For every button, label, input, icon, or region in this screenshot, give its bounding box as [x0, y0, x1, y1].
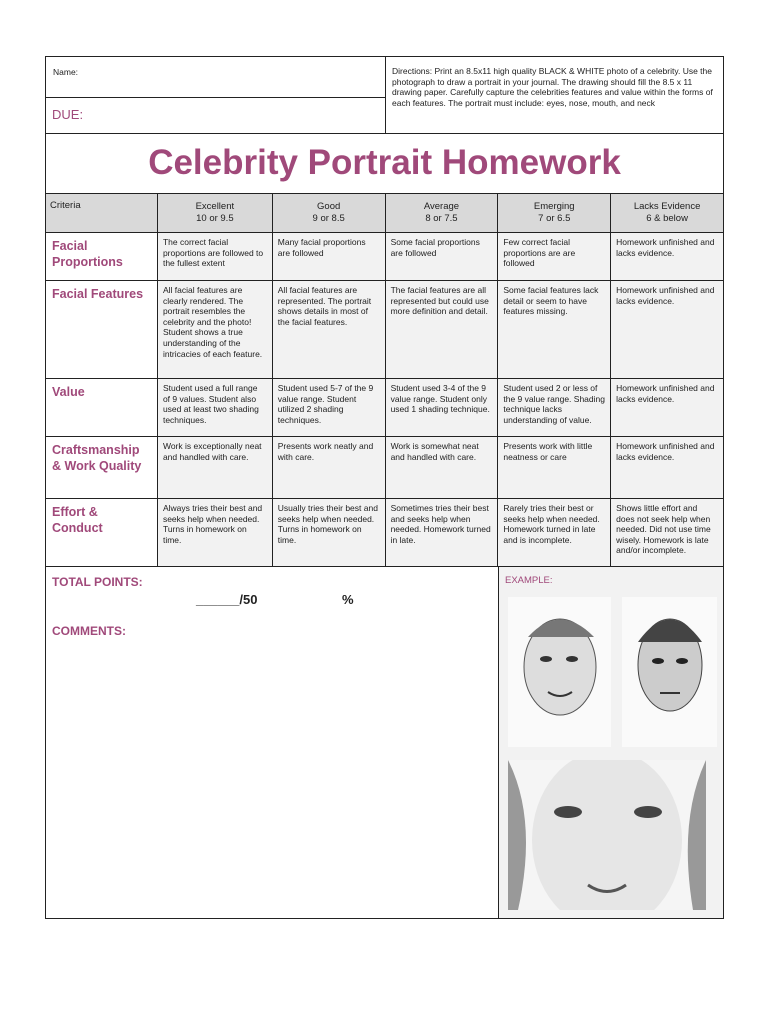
rubric-cell: Shows little effort and does not seek help when needed. Did not use time wisely. Homework is late and/or incomplete.: [611, 499, 724, 567]
rubric-cell: All facial features are represented. The portrait shows details in most of the facial features.: [272, 281, 385, 379]
rubric-cell: Rarely tries their best or seeks help when needed. Homework turned in late and is incomplete.: [498, 499, 611, 567]
rubric-cell: Homework unfinished and lacks evidence.: [611, 281, 724, 379]
table-row: [46, 499, 724, 567]
col-header-good: Good 9 or 8.5: [272, 194, 385, 233]
rubric-cell: The correct facial proportions are followed to the fullest extent: [157, 233, 272, 281]
col-header-emerging: Emerging 7 or 6.5: [498, 194, 611, 233]
criterion-label: Facial Features: [46, 281, 158, 379]
rubric-cell: Student used 2 or less of the 9 value range. Shading technique lacks understanding of value.: [498, 379, 611, 437]
rubric-cell: Usually tries their best and seeks help when needed. Turns in homework on time.: [272, 499, 385, 567]
table-row: [46, 437, 724, 499]
criterion-label: Craftsmanship & Work Quality: [46, 437, 158, 499]
rubric-table: [45, 193, 724, 567]
table-row: [46, 233, 724, 281]
col-header-average: Average 8 or 7.5: [385, 194, 498, 233]
comments-label: COMMENTS:: [52, 624, 126, 638]
rubric-cell: Homework unfinished and lacks evidence.: [611, 379, 724, 437]
rubric-cell: Presents work with little neatness or care: [498, 437, 611, 499]
rubric-cell: Student used 3-4 of the 9 value range. Student only used 1 shading technique.: [385, 379, 498, 437]
rubric-cell: Student used 5-7 of the 9 value range. Student utilized 2 shading techniques.: [272, 379, 385, 437]
col-header-excellent: Excellent 10 or 9.5: [157, 194, 272, 233]
rubric-cell: Student used a full range of 9 values. Student also used at least two shading techniques.: [157, 379, 272, 437]
name-cell: [45, 56, 386, 98]
total-points-label: TOTAL POINTS:: [52, 575, 143, 589]
rubric-cell: All facial features are clearly rendered. The portrait resembles the celebrity and the photo! Student shows a true understanding of the intricacies of each feature.: [157, 281, 272, 379]
example-portrait-3: [508, 760, 706, 910]
example-portrait-1: [508, 597, 611, 747]
rubric-cell: Homework unfinished and lacks evidence.: [611, 233, 724, 281]
rubric-cell: Work is exceptionally neat and handled with care.: [157, 437, 272, 499]
rubric-header-row: [46, 194, 724, 233]
rubric-cell: Sometimes tries their best and seeks help when needed. Homework turned in late.: [385, 499, 498, 567]
page-title: Celebrity Portrait Homework: [148, 143, 621, 182]
example-label: EXAMPLE:: [505, 575, 553, 586]
rubric-cell: Homework unfinished and lacks evidence.: [611, 437, 724, 499]
title-cell: [45, 133, 724, 194]
due-cell: [45, 97, 386, 134]
example-portrait-2: [622, 597, 717, 747]
criterion-label: Effort & Conduct: [46, 499, 158, 567]
criterion-label: Value: [46, 379, 158, 437]
col-header-criteria: Criteria: [46, 194, 158, 233]
rubric-cell: Presents work neatly and with care.: [272, 437, 385, 499]
criterion-label: Facial Proportions: [46, 233, 158, 281]
rubric-cell: Some facial proportions are followed: [385, 233, 498, 281]
rubric-cell: The facial features are all represented but could use more definition and detail.: [385, 281, 498, 379]
rubric-cell: Few correct facial proportions are are followed: [498, 233, 611, 281]
score-field[interactable]: ______/50: [196, 592, 258, 607]
rubric-cell: Many facial proportions are followed: [272, 233, 385, 281]
rubric-cell: Work is somewhat neat and handled with care.: [385, 437, 498, 499]
example-section: [498, 566, 724, 919]
rubric-cell: Always tries their best and seeks help when needed. Turns in homework on time.: [157, 499, 272, 567]
directions-cell: [385, 56, 724, 134]
due-label: DUE:: [52, 107, 84, 122]
col-header-lacks-evidence: Lacks Evidence 6 & below: [611, 194, 724, 233]
percent-field[interactable]: %: [342, 592, 354, 607]
totals-section: [45, 566, 499, 919]
rubric-cell: Some facial features lack detail or seem to have features missing.: [498, 281, 611, 379]
table-row: [46, 281, 724, 379]
directions-text: Directions: Print an 8.5x11 high quality BLACK & WHITE photo of a celebrity. Use the photograph to draw a portrait in your journal. The drawing should fill the 8.5 x 11 drawing paper. Carefully capture the celebrities features and value within the forms of each features. The portrait must include: eyes, nose, mouth, and neck: [392, 66, 713, 108]
table-row: [46, 379, 724, 437]
name-label: Name:: [53, 67, 79, 77]
